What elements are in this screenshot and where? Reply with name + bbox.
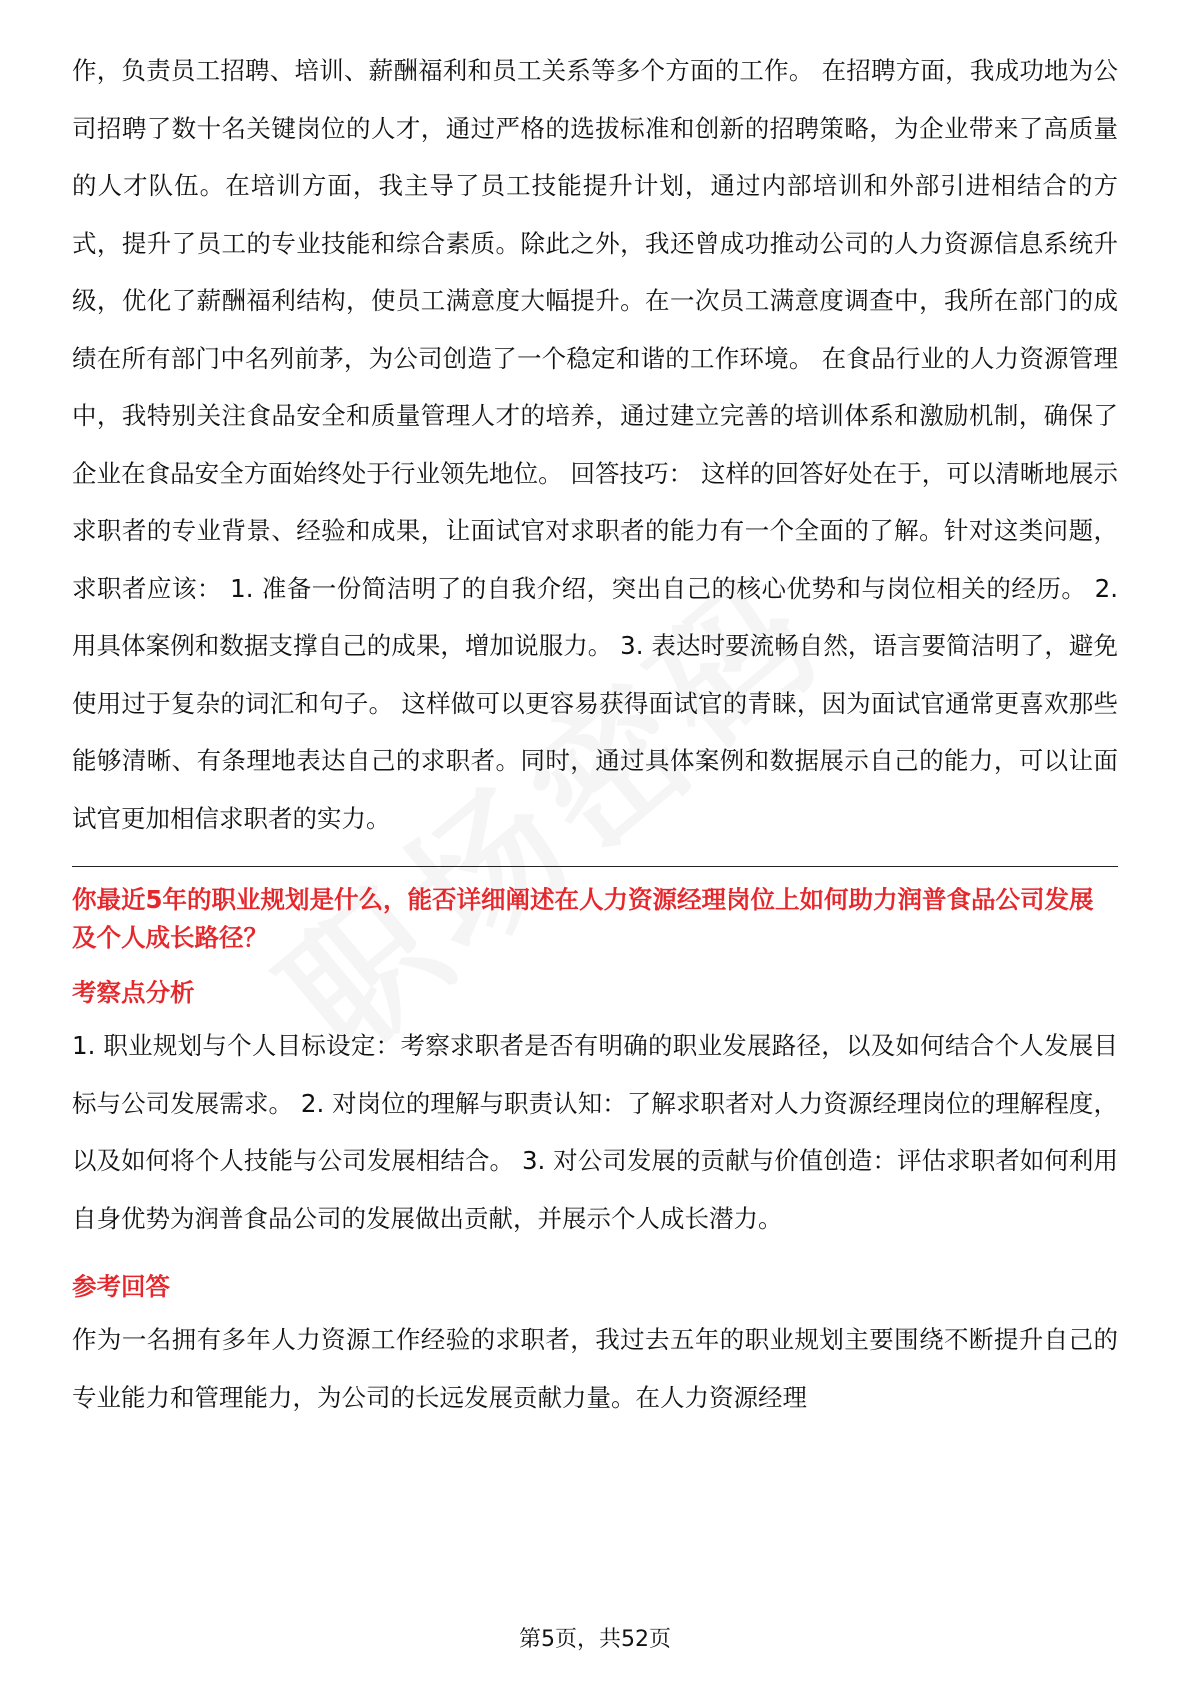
page-content bbox=[72, 42, 1118, 1426]
reference-body: 作为一名拥有多年人力资源工作经验的求职者，我过去五年的职业规划主要围绕不断提升自己的专业能力和管理能力，为公司的长远发展贡献力量。在人力资源经理 bbox=[72, 1325, 1118, 1412]
analysis-title: 考察点分析 bbox=[72, 978, 195, 1007]
analysis-body: 1. 职业规划与个人目标设定：考察求职者是否有明确的职业发展路径，以及如何结合个人发展目标与公司发展需求。 2. 对岗位的理解与职责认知：了解求职者对人力资源经理岗位的理解程度，以及如何将个人技能与公司发展相结合。 3. 对公司发展的贡献与价值创造：评估求职者如何利用自身优势为润普食品公司的发展做出贡献，并展示个人成长潜力。 bbox=[72, 1031, 1118, 1233]
interview-question: 你最近5年的职业规划是什么，能否详细阐述在人力资源经理岗位上如何助力润普食品公司发展及个人成长路径？ bbox=[72, 885, 1094, 952]
page-number: 第5页，共52页 bbox=[519, 1627, 671, 1652]
reference-title: 参考回答 bbox=[72, 1272, 170, 1301]
section-divider bbox=[72, 866, 1118, 867]
intro-paragraph: 作，负责员工招聘、培训、薪酬福利和员工关系等多个方面的工作。 在招聘方面，我成功地为公司招聘了数十名关键岗位的人才，通过严格的选拔标准和创新的招聘策略，为企业带来了高质量的人才队伍。在培训方面，我主导了员工技能提升计划，通过内部培训和外部引进相结合的方式，提升了员工的专业技能和综合素质。除此之外，我还曾成功推动公司的人力资源信息系统升级，优化了薪酬福利结构，使员工满意度大幅提升。在一次员工满意度调查中，我所在部门的成绩在所有部门中名列前茅，为公司创造了一个稳定和谐的工作环境。 在食品行业的人力资源管理中，我特别关注食品安全和质量管理人才的培养，通过建立完善的培训体系和激励机制，确保了企业在食品安全方面始终处于行业领先地位。 回答技巧： 这样的回答好处在于，可以清晰地展示求职者的专业背景、经验和成果，让面试官对求职者的能力有一个全面的了解。针对这类问题，求职者应该： 1. 准备一份简洁明了的自我介绍，突出自己的核心优势和与岗位相关的经历。 2. 用具体案例和数据支撑自己的成果，增加说服力。 3. 表达时要流畅自然，语言要简洁明了，避免使用过于复杂的词汇和句子。 这样做可以更容易获得面试官的青睐，因为面试官通常更喜欢那些能够清晰、有条理地表达自己的求职者。同时，通过具体案例和数据展示自己的能力，可以让面试官更加相信求职者的实力。 bbox=[72, 56, 1118, 833]
section-spacer bbox=[72, 1247, 1118, 1269]
